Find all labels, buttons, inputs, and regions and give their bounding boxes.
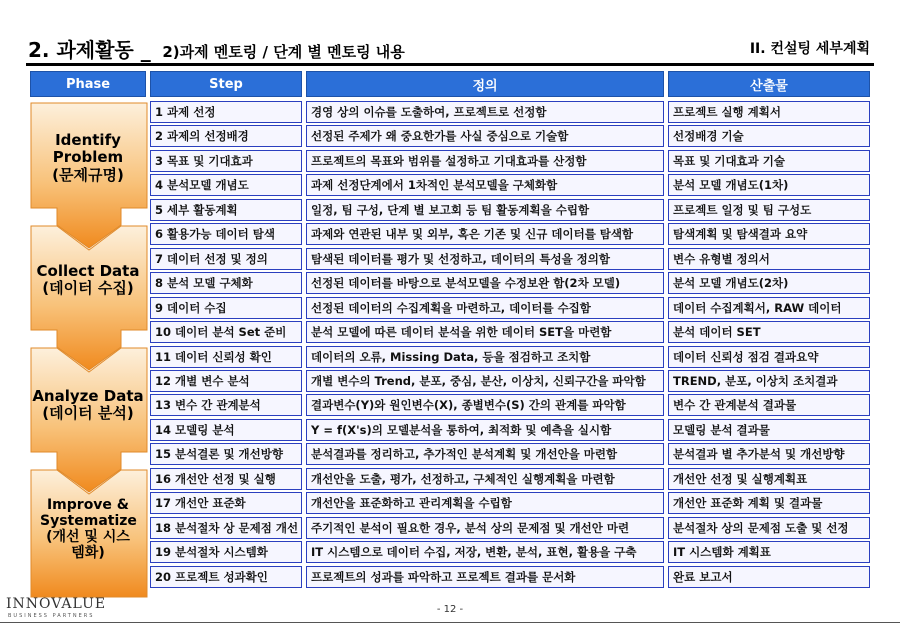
- output-cell: 프로젝트 일정 및 팀 구성도: [668, 199, 870, 221]
- definition-cell: 일정, 팀 구성, 단계 별 보고회 등 팀 활동계획을 수립함: [306, 199, 664, 221]
- phase-label-identify: Identify Problem (문제규명): [52, 131, 124, 184]
- table-row: [0, 248, 900, 270]
- table-row: [0, 174, 900, 196]
- output-cell: 개선안 표준화 계획 및 결과물: [668, 492, 870, 514]
- column-header-phase: Phase: [30, 71, 146, 97]
- step-cell: 1 과제 선정: [150, 101, 302, 123]
- table-row: [0, 321, 900, 343]
- table-row: [0, 101, 900, 123]
- output-cell: 분석 모델 개념도(2차): [668, 272, 870, 294]
- step-cell: 19 분석절차 시스템화: [150, 541, 302, 563]
- definition-cell: IT 시스템으로 데이터 수집, 저장, 변환, 분석, 표현, 활용을 구축: [306, 541, 664, 563]
- output-cell: 완료 보고서: [668, 566, 870, 588]
- phase-label-collect: Collect Data (데이터 수집): [36, 262, 140, 298]
- column-header-output: 산출물: [668, 71, 870, 97]
- table-row: [0, 419, 900, 441]
- phase-label-analyze: Analyze Data (데이터 분석): [32, 387, 144, 423]
- section-label: II. 컨설팅 세부계획: [749, 41, 870, 57]
- definition-cell: 분석결과를 정리하고, 추가적인 분석계획 및 개선안을 마련함: [306, 443, 664, 465]
- definition-cell: 개별 변수의 Trend, 분포, 중심, 분산, 이상치, 신뢰구간을 파악함: [306, 370, 664, 392]
- output-cell: 데이터 수집계획서, RAW 데이터: [668, 297, 870, 319]
- table-row: [0, 150, 900, 172]
- output-cell: TREND, 분포, 이상치 조치결과: [668, 370, 870, 392]
- definition-cell: 선정된 데이터를 바탕으로 분석모델을 수정보완 함(2차 모델): [306, 272, 664, 294]
- definition-cell: 데이터의 오류, Missing Data, 등을 점검하고 조치함: [306, 346, 664, 368]
- definition-cell: 분석 모델에 따른 데이터 분석을 위한 데이터 SET을 마련함: [306, 321, 664, 343]
- step-cell: 14 모델링 분석: [150, 419, 302, 441]
- step-cell: 16 개선안 선정 및 실행: [150, 468, 302, 490]
- output-cell: 분석결과 별 추가분석 및 개선방향: [668, 443, 870, 465]
- table-row: [0, 297, 900, 319]
- table-row: [0, 394, 900, 416]
- step-cell: 18 분석절차 상 문제점 개선: [150, 517, 302, 539]
- table-row: [0, 223, 900, 245]
- output-cell: 모델링 분석 결과물: [668, 419, 870, 441]
- company-logo: INNOVALUE: [6, 596, 107, 612]
- output-cell: 분석 모델 개념도(1차): [668, 174, 870, 196]
- definition-cell: 과제 선정단계에서 1차적인 분석모델을 구체화함: [306, 174, 664, 196]
- table-row: [0, 272, 900, 294]
- definition-cell: 프로젝트의 성과를 파악하고 프로젝트 결과를 문서화: [306, 566, 664, 588]
- definition-cell: 개선안을 도출, 평가, 선정하고, 구체적인 실행계획을 마련함: [306, 468, 664, 490]
- page-subtitle: 2)과제 멘토링 / 단계 별 멘토링 내용: [162, 43, 405, 61]
- table-row: [0, 199, 900, 221]
- output-cell: 변수 간 관계분석 결과물: [668, 394, 870, 416]
- step-cell: 2 과제의 선정배경: [150, 125, 302, 147]
- column-header-step: Step: [150, 71, 302, 97]
- output-cell: IT 시스템화 계획표: [668, 541, 870, 563]
- page-header: [28, 34, 405, 63]
- step-cell: 13 변수 간 관계분석: [150, 394, 302, 416]
- step-cell: 12 개별 변수 분석: [150, 370, 302, 392]
- phase-label-improve: Improve & Systematize (개선 및 시스템화): [40, 497, 137, 562]
- table-row: [0, 517, 900, 539]
- table-row: [0, 370, 900, 392]
- table-row: [0, 125, 900, 147]
- page-title: 2. 과제활동 _: [28, 38, 151, 62]
- step-cell: 3 목표 및 기대효과: [150, 150, 302, 172]
- definition-cell: 개선안을 표준화하고 관리계획을 수립함: [306, 492, 664, 514]
- table-row: [0, 443, 900, 465]
- step-cell: 7 데이터 선정 및 정의: [150, 248, 302, 270]
- definition-cell: 과제와 연관된 내부 및 외부, 혹은 기존 및 신규 데이터를 탐색함: [306, 223, 664, 245]
- definition-cell: 선정된 주제가 왜 중요한가를 사실 중심으로 기술함: [306, 125, 664, 147]
- page-number: - 12 -: [436, 604, 464, 615]
- definition-cell: Y = f(X's)의 모델분석을 통하여, 최적화 및 예측을 실시함: [306, 419, 664, 441]
- step-cell: 9 데이터 수집: [150, 297, 302, 319]
- step-cell: 4 분석모델 개념도: [150, 174, 302, 196]
- step-cell: 17 개선안 표준화: [150, 492, 302, 514]
- definition-cell: 결과변수(Y)와 원인변수(X), 종별변수(S) 간의 관계를 파악함: [306, 394, 664, 416]
- definition-cell: 탐색된 데이터를 평가 및 선정하고, 데이터의 특성을 정의함: [306, 248, 664, 270]
- definition-cell: 경영 상의 이슈를 도출하여, 프로젝트로 선정함: [306, 101, 664, 123]
- table-row: [0, 566, 900, 588]
- output-cell: 변수 유형별 정의서: [668, 248, 870, 270]
- definition-cell: 선정된 데이터의 수집계획을 마련하고, 데이터를 수집함: [306, 297, 664, 319]
- output-cell: 데이터 신뢰성 점검 결과요약: [668, 346, 870, 368]
- output-cell: 프로젝트 실행 계획서: [668, 101, 870, 123]
- column-header-definition: 정의: [306, 71, 664, 97]
- table-row: [0, 468, 900, 490]
- table-row: [0, 492, 900, 514]
- output-cell: 개선안 선정 및 실행계획표: [668, 468, 870, 490]
- table-row: [0, 346, 900, 368]
- header-rule: [26, 63, 874, 66]
- step-cell: 15 분석결론 및 개선방향: [150, 443, 302, 465]
- step-cell: 20 프로젝트 성과확인: [150, 566, 302, 588]
- step-cell: 5 세부 활동계획: [150, 199, 302, 221]
- step-cell: 6 활용가능 데이터 탐색: [150, 223, 302, 245]
- table-row: [0, 541, 900, 563]
- output-cell: 분석 데이터 SET: [668, 321, 870, 343]
- footer-rule: [0, 622, 900, 623]
- definition-cell: 프로젝트의 목표와 범위를 설정하고 기대효과를 산정함: [306, 150, 664, 172]
- step-cell: 10 데이터 분석 Set 준비: [150, 321, 302, 343]
- step-cell: 11 데이터 신뢰성 확인: [150, 346, 302, 368]
- output-cell: 탐색계획 및 탐색결과 요약: [668, 223, 870, 245]
- company-logo-subtitle: BUSINESS PARTNERS: [8, 613, 95, 619]
- definition-cell: 주기적인 분석이 필요한 경우, 분석 상의 문제점 및 개선안 마련: [306, 517, 664, 539]
- step-cell: 8 분석 모델 구체화: [150, 272, 302, 294]
- output-cell: 분석절차 상의 문제점 도출 및 선정: [668, 517, 870, 539]
- output-cell: 목표 및 기대효과 기술: [668, 150, 870, 172]
- output-cell: 선정배경 기술: [668, 125, 870, 147]
